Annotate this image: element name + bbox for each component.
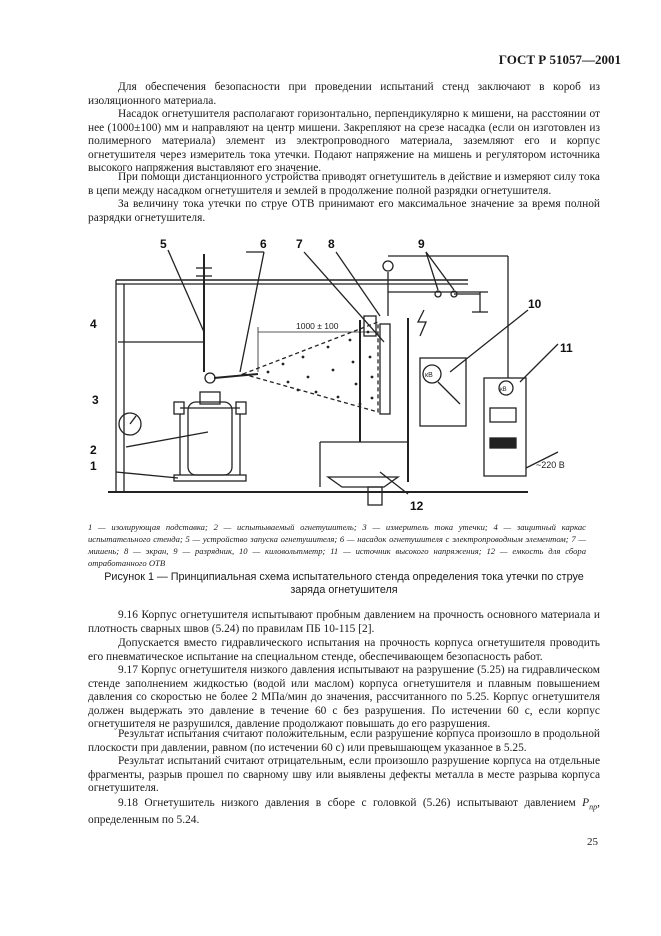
paragraph-text: За величину тока утечки по струе ОТВ принимают его максимальное значение за время полной разрядки огнетушителя. (88, 198, 600, 224)
leader-6 (240, 252, 264, 372)
label-11: 11 (560, 341, 573, 355)
label-12: 12 (410, 499, 424, 513)
label-1: 1 (90, 459, 97, 473)
label-8: 8 (328, 237, 335, 251)
paragraph-text: 9.17 Корпус огнетушителя низкого давления испытывают на разрушение (5.25) на гидравлическом стенде заполнением жидкостью (водой или маслом) корпуса огнетушителя и плавным повышением давления со скоростью не более 2 МПа/мин до значения, рассчитанного по 5.25. Корпус огнетушителя должен выдержать это давление в течение 60 с без разрушения. По истечении 60 с, если корпус огнетушителя не разрушился, давление продолжают повышать до его разрушения. (88, 664, 600, 731)
leader-11 (520, 344, 558, 382)
label-4: 4 (90, 317, 97, 331)
target (380, 324, 390, 414)
label-9: 9 (418, 237, 425, 251)
kilovoltmeter-box (420, 358, 466, 426)
paragraph-text: Результат испытания считают положительным, если разрушение корпуса произошло в продольной плоскости при давлении, равном (по истечении 60 с) или превышающем указанное в 5.25. (88, 728, 600, 754)
label-5: 5 (160, 237, 167, 251)
hv-source-regulator (490, 438, 516, 448)
dimension-label: 1000 ± 100 (296, 321, 339, 331)
pressure-symbol: P (582, 797, 590, 809)
paragraph-positive (88, 728, 600, 755)
hv-source-panel (490, 408, 516, 422)
paragraph-top-2 (88, 108, 600, 176)
paragraph-top-4 (88, 198, 600, 225)
label-3: 3 (92, 393, 99, 407)
paragraph-top-1 (88, 81, 600, 108)
document-header: ГОСТ Р 51057—2001 (498, 52, 621, 67)
hv-kv-label: кВ (500, 387, 507, 393)
spark-symbol (418, 310, 426, 336)
leader-12 (380, 472, 408, 494)
figure-caption: Рисунок 1 — Принципиальная схема испытательного стенда определения тока утечки по струе заряда огнетушителя (104, 571, 584, 596)
figure-legend: 1 — изолирующая подставка; 2 — испытываемый огнетушитель; 3 — измеритель тока утечки; 4 — защитный каркас испытательного стенда; 5 — устройство запуска огнетушителя; 6 — насадок огнетушителя с электропроводным элементом; 7 — мишень; 8 — экран, 9 — разрядник, 10 — киловольтметр; 11 — источник высокого напряжения; 12 — емкость для сбора отработанного ОТВ (88, 522, 586, 568)
paragraph-top-3 (88, 171, 600, 198)
figure-numbers (90, 237, 573, 513)
extinguisher-body (188, 402, 232, 475)
extinguisher-valve (205, 373, 215, 383)
kv-arrow (438, 382, 460, 404)
paragraph-negative (88, 755, 600, 796)
paragraph-918 (88, 797, 600, 827)
kv-label: кВ (425, 372, 433, 379)
paragraph-text: Допускается вместо гидравлического испытания на прочность корпуса огнетушителя проводить его пневматическое испытание на специальном стенде, обеспечивающем безопасность работ. (88, 637, 600, 663)
paragraph-917 (88, 664, 600, 732)
label-7: 7 (296, 237, 303, 251)
label-6: 6 (260, 237, 267, 251)
paragraph-text: 9.18 Огнетушитель низкого давления в сборе с головкой (5.26) испытывают давлением (118, 797, 583, 809)
paragraph-text: 9.16 Корпус огнетушителя испытывают пробным давлением на прочность основного материала и плотность сварных швов (5.24) по правилам ПБ 10-115 [2]. (88, 609, 600, 635)
spray-cone (243, 322, 378, 412)
meter-needle (130, 416, 136, 424)
spray-particles (267, 331, 374, 406)
leader-5 (168, 250, 204, 332)
paragraph-text: Для обеспечения безопасности при проведении испытаний стенд заключают в короб из изоляционного материала. (88, 81, 600, 107)
leader-10 (450, 310, 528, 372)
paragraph-alt-test (88, 637, 600, 664)
leader-1 (116, 472, 178, 478)
target-ball (383, 261, 393, 271)
label-2: 2 (90, 443, 97, 457)
insulating-stand (174, 475, 246, 481)
paragraph-text: При помощи дистанционного устройства приводят огнетушитель в действие и измеряют силу тока в цепи между насадком огнетушителя и землей в продолжение полной разрядки огнетушителя. (88, 171, 600, 197)
paragraph-916 (88, 609, 600, 636)
pressure-subscript: пр (589, 802, 598, 812)
mains-voltage: ~220 В (536, 460, 565, 470)
drain (368, 487, 382, 505)
leader-2 (126, 432, 208, 447)
paragraph-text: Насадок огнетушителя располагают горизонтально, перпендикулярно к мишени, на расстоянии от нее (1000±100) мм и направляют на центр мишени. Закрепляют на срезе насадка (если он изготовлен из полимерного материала) элемент из электропроводного материала, заземляют его и корпус огнетушителя через измеритель тока утечки. Подают напряжение на мишень и регулятором источника высокого напряжения выставляют его значение. (88, 108, 600, 175)
label-10: 10 (528, 297, 542, 311)
paragraph-text: Результат испытаний считают отрицательным, если произошло разрушение корпуса на отдельные фрагменты, разрыв прошел по сварному шву или выявлены дефекты металла в месте разрыва корпуса огнетушителя. (88, 755, 600, 795)
paragraph-text: , определенным по 5.24. (88, 797, 600, 826)
page-number: 25 (587, 836, 598, 848)
test-stand-schematic (88, 232, 603, 514)
